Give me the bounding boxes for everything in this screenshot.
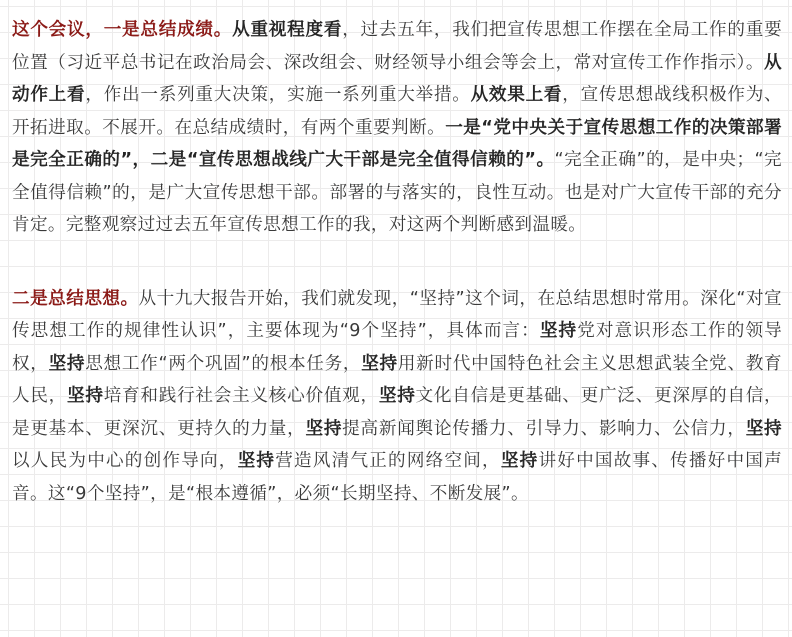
emphasis-attention: 从重视程度看 [232, 20, 343, 40]
text-segment: 提高新闻舆论传播力、引导力、影响力、公信力， [342, 418, 746, 439]
text-segment: ，过去五年，我们把宣传思想工作摆在全局工作的重要位置（习近平总书记在政治局会、深改组会、财经领导小组会等会上，常对宣传工作作指示）。 [12, 20, 783, 73]
paragraph-summary-achievements [12, 14, 782, 242]
emphasis-two-judgments: 一是“党中央关于宣传思想工作的决策部署是完全正确的”，二是“宣传思想战线广大干部是完全值得信赖的”。 [12, 117, 783, 170]
heading-summary-achievements: 这个会议，一是总结成绩。 [12, 20, 233, 40]
text-segment: 营造风清气正的网络空间， [275, 451, 501, 471]
text-segment: 培育和践行社会主义核心价值观， [103, 386, 379, 406]
article-body [12, 14, 782, 510]
emphasis-keyword: 坚持 [378, 386, 416, 406]
emphasis-keyword: 坚持 [237, 451, 276, 471]
text-segment: 从十九大报告开始，我们就发现，“坚持”这个词，在总结思想时常用。深化“对宣传思想工作的规律性认识”，主要体现为“9个坚持”，具体而言： [12, 288, 782, 341]
text-segment: ，宣传思想战线积极作为、开拓进取。不展开。在总结成绩时，有两个重要判断。 [12, 85, 782, 138]
emphasis-keyword: 坚持 [500, 451, 539, 471]
emphasis-keyword: 坚持 [48, 353, 86, 374]
text-segment: 文化自信是更基础、更广泛、更深厚的自信，是更基本、更深沉、更持久的力量， [12, 386, 782, 439]
emphasis-keyword: 坚持 [745, 418, 783, 439]
emphasis-keyword: 坚持 [539, 321, 578, 341]
emphasis-keyword: 坚持 [305, 418, 343, 439]
emphasis-keyword: 坚持 [67, 386, 104, 406]
emphasis-actions: 从动作上看 [12, 52, 782, 105]
text-segment: 以人民为中心的创作导向， [12, 451, 238, 471]
heading-summary-thought: 二是总结思想。 [12, 288, 139, 309]
text-segment: 用新时代中国特色社会主义思想武装全党、教育人民， [12, 353, 783, 406]
text-segment: 讲好中国故事、传播好中国声音。这“9个坚持”，是“根本遵循”，必须“长期坚持、不断发展”。 [12, 451, 783, 504]
emphasis-keyword: 坚持 [361, 353, 398, 374]
text-segment: 思想工作“两个巩固”的根本任务， [85, 353, 362, 374]
emphasis-effects: 从效果上看 [470, 85, 563, 105]
text-segment: 党对意识形态工作的领导权， [12, 321, 783, 374]
text-segment: ，作出一系列重大决策，实施一系列重大举措。 [85, 85, 471, 105]
paragraph-summary-thought [12, 283, 782, 511]
text-segment: “完全正确”的，是中央；“完全值得信赖”的，是广大宣传思想干部。部署的与落实的，良性互动。也是对广大宣传干部的充分肯定。完整观察过过去五年宣传思想工作的我，对这两个判断感到温暖。 [12, 150, 782, 235]
